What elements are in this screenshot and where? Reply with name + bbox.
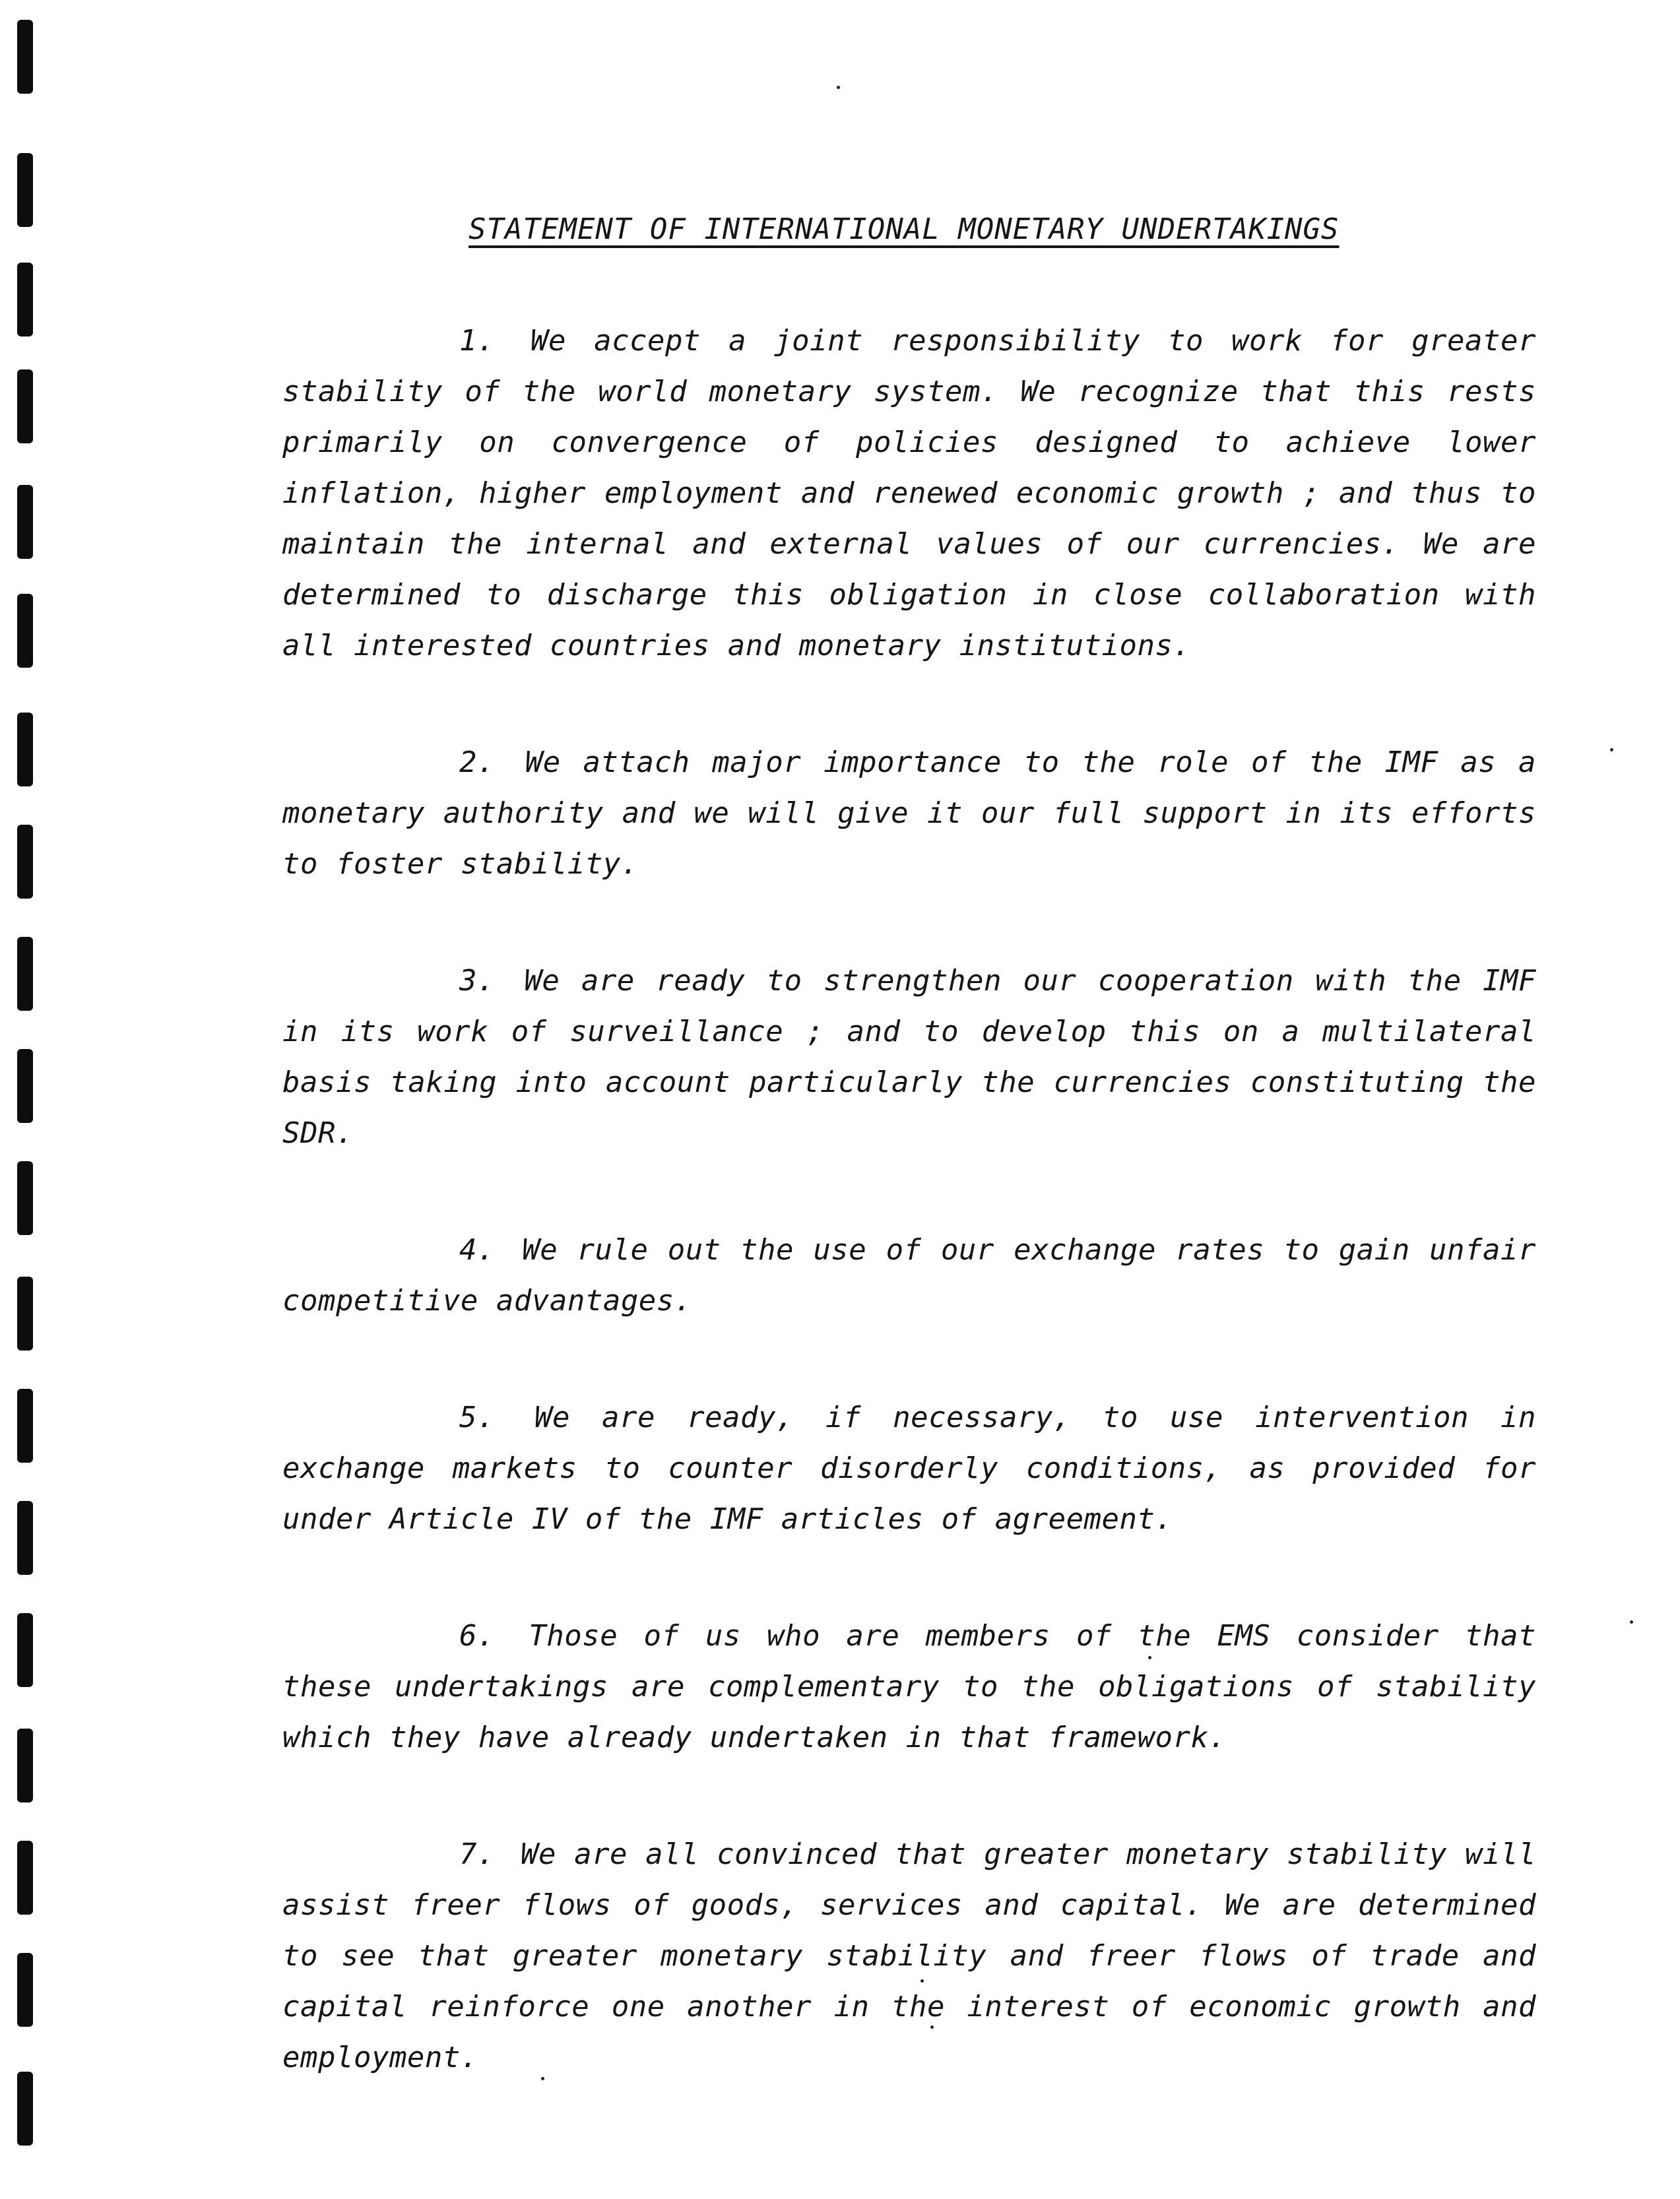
paragraph [282, 315, 1536, 671]
binding-mark [17, 1501, 33, 1575]
binding-mark [17, 20, 33, 94]
paragraph-text: We rule out the use of our exchange rates to gain unfair competitive advantages. [282, 1233, 1536, 1318]
binding-mark [17, 594, 33, 668]
binding-mark [17, 1613, 33, 1687]
paragraph [282, 737, 1536, 889]
binding-mark [17, 153, 33, 227]
binding-mark [17, 825, 33, 899]
paragraph [282, 1225, 1536, 1326]
binding-mark [17, 937, 33, 1011]
paragraph-number: 6. [459, 1619, 495, 1653]
binding-mark [17, 713, 33, 786]
scan-speck [1630, 1620, 1633, 1624]
paragraph-number: 1. [459, 324, 495, 358]
document-title: STATEMENT OF INTERNATIONAL MONETARY UNDERTAKINGS [468, 212, 1340, 246]
binding-mark [17, 263, 33, 336]
paragraph [282, 1829, 1536, 2083]
scan-speck [837, 86, 840, 89]
binding-mark [17, 1729, 33, 1802]
binding-mark [17, 369, 33, 443]
paragraph-text: We are ready, if necessary, to use intervention in exchange markets to counter disorderly conditions, as provided for under Article IV of the IMF articles of agreement. [282, 1401, 1536, 1536]
paragraph-number: 4. [459, 1233, 495, 1267]
binding-holes [0, 0, 53, 2199]
paragraph-text: We are ready to strengthen our cooperation with the IMF in its work of surveillance ; and to develop this on a multilateral basis taking into account particularly the currencies constituting the SDR. [282, 964, 1536, 1150]
binding-mark [17, 1277, 33, 1351]
binding-mark [17, 485, 33, 559]
binding-mark [17, 1049, 33, 1123]
paragraph-text: We are all convinced that greater monetary stability will assist freer flows of goods, services and capital. We are determined to see that greater monetary stability and freer flows of trade and capital reinforce one another in the interest of economic growth and employment. [282, 1837, 1536, 2074]
paragraph-number: 2. [459, 746, 495, 779]
paragraph-number: 7. [459, 1837, 495, 1871]
paragraph-text: We attach major importance to the role of the IMF as a monetary authority and we will give it our full support in its efforts to foster stability. [282, 746, 1536, 881]
scan-speck [1610, 748, 1613, 751]
binding-mark [17, 1841, 33, 1915]
paragraph [282, 955, 1536, 1159]
binding-mark [17, 1389, 33, 1463]
document-body [282, 315, 1536, 2149]
paragraph-text: Those of us who are members of the EMS consider that these undertakings are complementary to the obligations of stability which they have already undertaken in that framework. [282, 1619, 1536, 1754]
binding-mark [17, 1161, 33, 1235]
binding-mark [17, 2072, 33, 2146]
paragraph-number: 3. [459, 964, 495, 998]
binding-mark [17, 1953, 33, 2027]
paragraph-number: 5. [459, 1401, 495, 1434]
paragraph-text: We accept a joint responsibility to work for greater stability of the world monetary system. We recognize that this rests primarily on convergence of policies designed to achieve lower inflation, higher employment and renewed economic growth ; and thus to maintain the internal and external values of our currencies. We are determined to discharge this obligation in close collaboration with all interested countries and monetary institutions. [282, 324, 1536, 662]
paragraph [282, 1392, 1536, 1545]
paragraph [282, 1610, 1536, 1763]
